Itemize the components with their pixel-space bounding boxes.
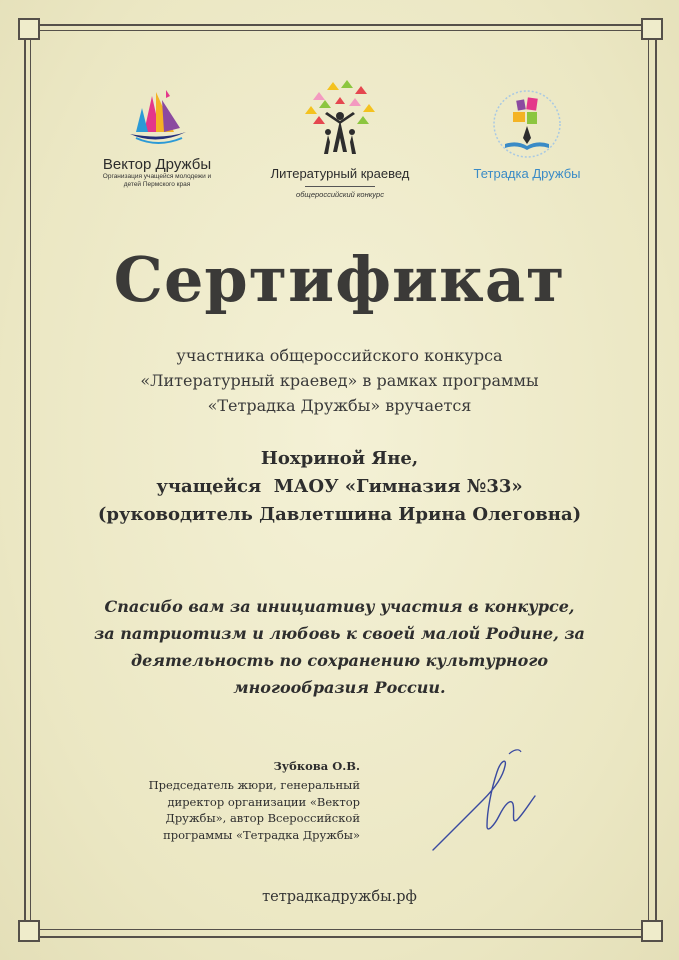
signatory-line-1: Председатель жюри, генеральный [148,778,360,792]
frame-corner-bottom-right [641,920,663,942]
thanks-line-3: деятельность по сохранению культурного [130,651,549,670]
frame-corner-bottom-left [18,920,40,942]
signatory-title [110,777,360,843]
sailboat-icon [122,88,192,150]
recipient-block [40,445,639,529]
vector-druzhby-subtitle-1: Организация учащейся молодежи и [102,173,212,180]
tetradka-druzhby-title: Тетрадка Дружбы [473,166,581,181]
website-link[interactable]: тетрадкадружбы.рф [262,889,417,905]
vector-druzhby-logo [92,88,222,189]
signatory-line-3: Дружбы», автор Всероссийской [165,811,360,825]
thanks-line-4: многообразия России. [233,678,446,697]
certificate-intro [60,343,619,418]
intro-line-3: «Тетрадка Дружбы» вручается [207,396,472,415]
intro-line-1: участника общероссийского конкурса [176,346,503,365]
frame-corner-top-right [641,18,663,40]
literaturny-kraeved-title: Литературный краевед [270,166,410,181]
literaturny-kraeved-logo [255,80,425,199]
vector-druzhby-title: Вектор Дружбы [102,156,212,173]
logos-row [0,80,679,230]
thanks-line-2: за патриотизм и любовь к своей малой Родине, за [94,624,585,643]
recipient-supervisor: (руководитель Давлетшина Ирина Олеговна) [97,504,582,525]
book-pen-icon [487,86,567,160]
signatory-name: Зубкова О.В. [273,759,360,773]
tetradka-druzhby-logo [462,86,592,181]
thanks-message [80,593,599,701]
signatory-line-2: директор организации «Вектор [167,794,360,809]
signatory-line-4: программы «Тетрадка Дружбы» [163,827,360,842]
certificate-heading: Сертификат [113,243,566,316]
thanks-line-1: Спасибо вам за инициативу участия в конкурсе, [104,597,575,616]
tree-people-icon [295,80,385,158]
literaturny-kraeved-subtitle: общероссийский конкурс [296,190,384,199]
vector-druzhby-subtitle-2: детей Пермского края [123,181,191,188]
recipient-name: Нохриной Яне, [260,448,419,469]
frame-corner-top-left [18,18,40,40]
logo-divider [305,186,375,187]
intro-line-2: «Литературный краевед» в рамках программы [140,371,539,390]
recipient-school: учащейся МАОУ «Гимназия №33» [156,476,523,497]
handwritten-signature [425,742,555,862]
